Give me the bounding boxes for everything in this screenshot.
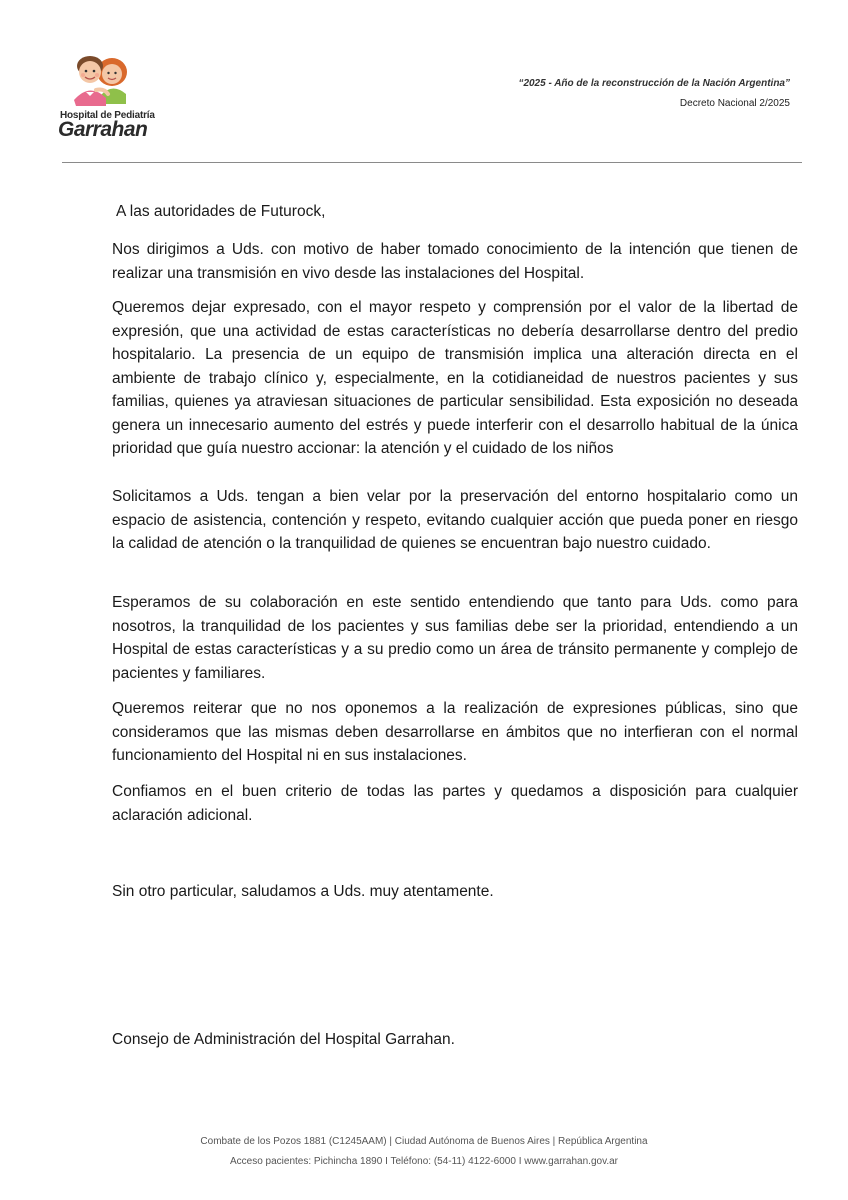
letter-paragraph: Queremos dejar expresado, con el mayor respeto y comprensión por el valor de la libertad de expresión, que una actividad de estas características no debería desarrollarse dentro del predio hospitalario. La presencia de un equipo de transmisión implica una alteración directa en el ambiente de trabajo clínico y, especialmente, en la cotidianeidad de nuestros pacientes y sus familias, quienes ya atraviesan situaciones de particular sensibilidad. Esta exposición no deseada genera un innecesario aumento del estrés y puede interferir con el desarrollo habitual de la única prioridad que guía nuestro accionar: la atención y el cuidado de los niños xyxy=(112,299,798,457)
letter-paragraph: Nos dirigimos a Uds. con motivo de haber tomado conocimiento de la intención que tienen de realizar una transmisión en vivo desde las instalaciones del Hospital. xyxy=(112,241,798,282)
letter-signature: Consejo de Administración del Hospital Garrahan. xyxy=(112,1031,455,1048)
header-divider xyxy=(62,162,802,163)
national-motto: “2025 - Año de la reconstrucción de la Nación Argentina” xyxy=(518,78,790,89)
logo-brand-text: Garrahan xyxy=(58,118,148,141)
children-logo-icon xyxy=(66,52,136,108)
letter-greeting: A las autoridades de Futurock, xyxy=(116,203,326,220)
letter-paragraph: Confiamos en el buen criterio de todas las partes y quedamos a disposición para cualquier aclaración adicional. xyxy=(112,783,798,824)
header-info xyxy=(518,78,790,109)
letter-paragraph: Esperamos de su colaboración en este sentido entendiendo que tanto para Uds. como para nosotros, la tranquilidad de los pacientes y sus familias debe ser la prioridad, entendiendo a un Hospital de estas características y a su predio como un área de tránsito permanente y complejo de pacientes y familiares. xyxy=(112,594,798,682)
hospital-logo xyxy=(56,52,156,140)
page-footer xyxy=(0,1132,848,1172)
footer-address: Combate de los Pozos 1881 (C1245AAM) | Ciudad Autónoma de Buenos Aires | República Argentina xyxy=(200,1136,648,1147)
letter-closing: Sin otro particular, saludamos a Uds. muy atentamente. xyxy=(112,883,494,900)
decree-reference: Decreto Nacional 2/2025 xyxy=(679,98,790,109)
letter-paragraph: Solicitamos a Uds. tengan a bien velar por la preservación del entorno hospitalario como un espacio de asistencia, contención y respeto, evitando cualquier acción que pueda poner en riesgo la calidad de atención o la tranquilidad de quienes se encuentran bajo nuestro cuidado. xyxy=(112,488,798,552)
footer-contact: Acceso pacientes: Pichincha 1890 I Teléfono: (54-11) 4122-6000 I www.garrahan.gov.ar xyxy=(229,1156,619,1167)
logo-hospital-text: Hospital de Pediatría xyxy=(60,110,155,121)
letter-paragraph: Queremos reiterar que no nos oponemos a la realización de expresiones públicas, sino que consideramos que las mismas deben desarrollarse en ámbitos que no interfieran con el normal funcionamiento del Hospital ni en sus instalaciones. xyxy=(112,700,798,764)
